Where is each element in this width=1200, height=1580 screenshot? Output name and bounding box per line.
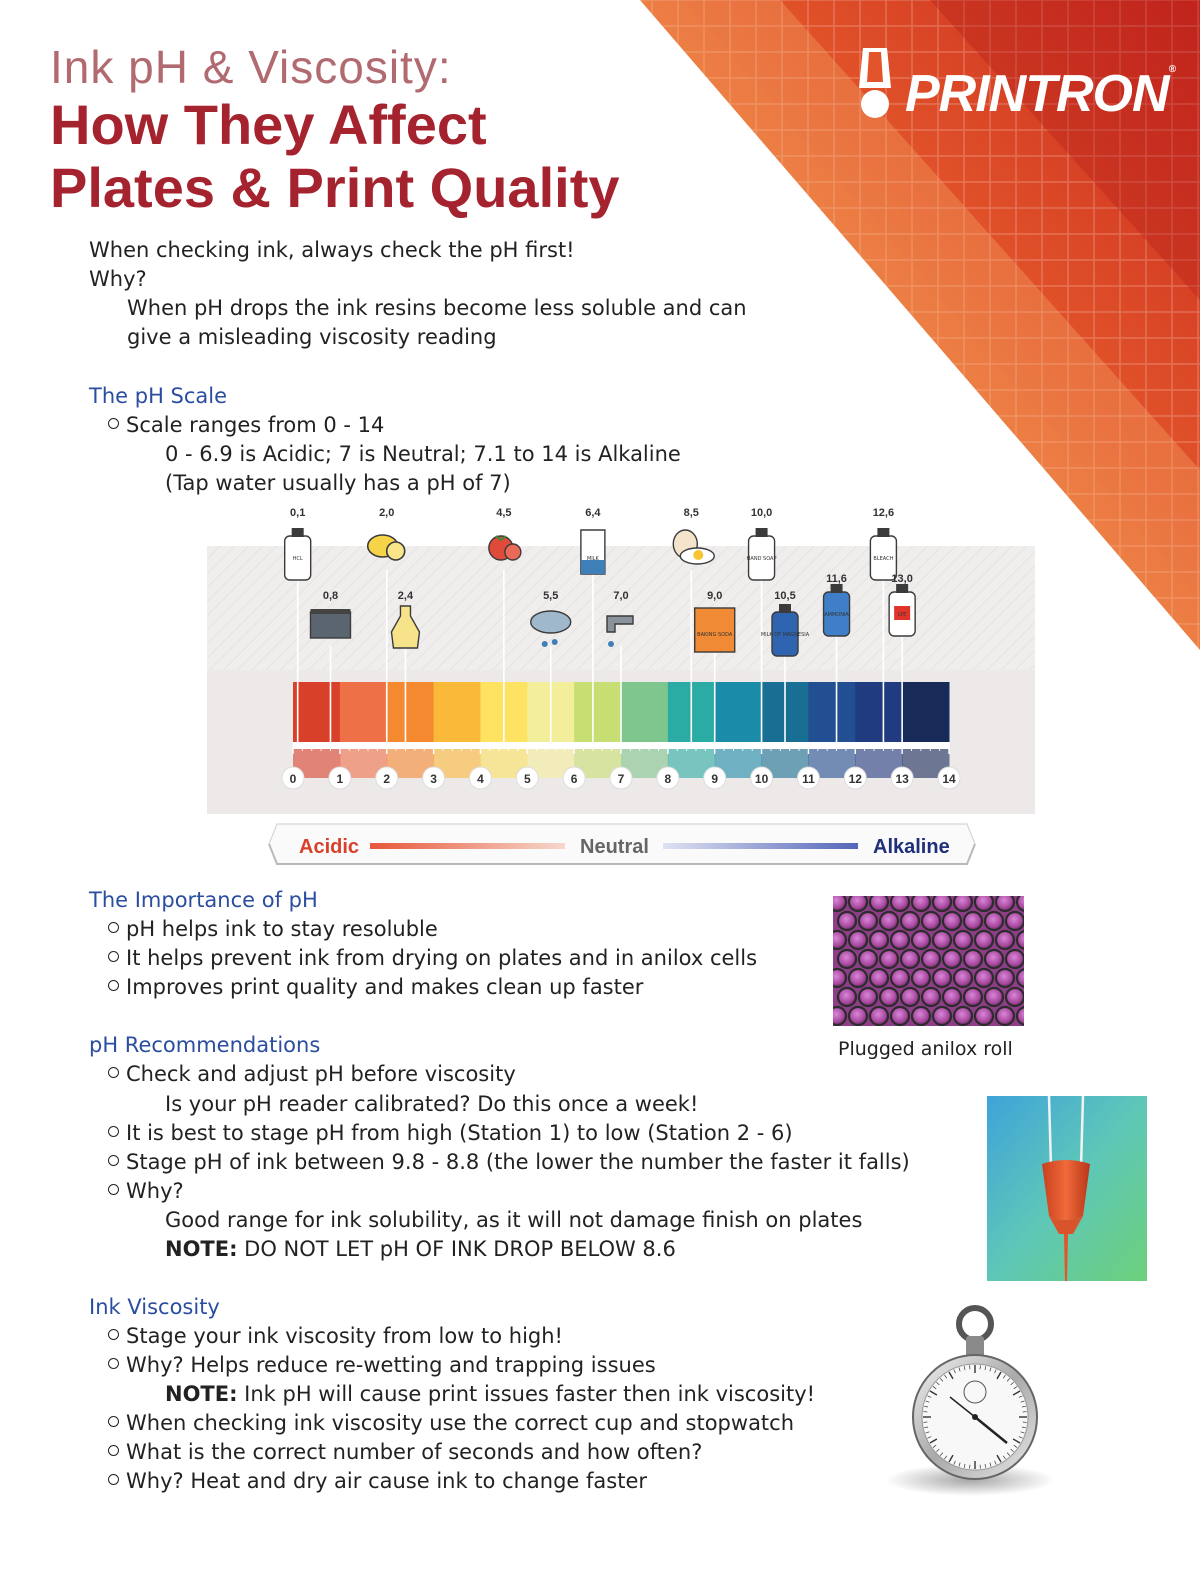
svg-text:HCL: HCL [292, 556, 303, 562]
ph-color-segment [387, 682, 434, 744]
plugged-anilox-roll-photo [833, 896, 1024, 1026]
ph-scale-number [469, 767, 491, 789]
svg-text:MILK: MILK [586, 556, 599, 562]
bullet-ring-icon [108, 922, 119, 933]
svg-text:LYE: LYE [897, 612, 907, 618]
visc-note: NOTE: Ink pH will cause print issues faster then ink viscosity! [165, 1382, 816, 1406]
ph-scale-sub-1: 0 - 6.9 is Acidic; 7 is Neutral; 7.1 to 14 is Alkaline [165, 442, 681, 466]
ph-marker-value: 8,5 [683, 507, 699, 519]
bullet-ring-icon [108, 1445, 119, 1456]
visc-bullet-4: What is the correct number of seconds and how often? [108, 1438, 702, 1467]
printron-logo [845, 42, 1175, 132]
ph-marker-value: 9,0 [707, 590, 723, 602]
intro-line-2: Why? [89, 267, 147, 291]
ph-marker-value: 5,5 [543, 590, 559, 602]
svg-text:12: 12 [848, 772, 862, 786]
visc-bullet-3: When checking ink viscosity use the correct cup and stopwatch [108, 1409, 794, 1438]
bullet-ring-icon [108, 1416, 119, 1427]
ph-marker-value: 10,0 [750, 507, 773, 519]
ph-color-segment [855, 682, 902, 744]
ph-marker-value: 2,4 [397, 590, 414, 602]
intro-line-3: When pH drops the ink resins become less soluble and can [127, 296, 747, 320]
hand-soap-icon [747, 528, 777, 580]
lye-bottle-icon [889, 584, 915, 636]
ph-marker-value: 0,1 [290, 507, 306, 519]
ph-scale-number [423, 767, 445, 789]
ph-scale-number [657, 767, 679, 789]
svg-text:4: 4 [477, 772, 484, 786]
legend-acidic-label: Acidic [299, 836, 360, 858]
ph-color-segment [902, 682, 949, 744]
ph-scale-sub-2: (Tap water usually has a pH of 7) [165, 471, 511, 495]
ph-color-segment [293, 682, 340, 744]
ph-color-segment [340, 682, 387, 744]
legend-alkaline-label: Alkaline [873, 836, 950, 858]
ph-scale-heading: The pH Scale [89, 384, 228, 408]
ph-scale-number [751, 767, 773, 789]
bullet-ring-icon [108, 980, 119, 991]
ph-scale-number [282, 767, 304, 789]
ph-scale-chart [207, 502, 1035, 884]
ph-marker-value: 12,6 [872, 507, 895, 519]
intro-line-1: When checking ink, always check the pH first! [89, 238, 575, 262]
ph-color-segment [621, 682, 668, 744]
bullet-ring-icon [108, 1474, 119, 1485]
ph-scale-number [844, 767, 866, 789]
svg-text:3: 3 [430, 772, 437, 786]
ph-color-segment [808, 682, 855, 744]
rec-sub-2: Good range for ink solubility, as it will not damage finish on plates [165, 1208, 863, 1232]
ph-scale-number [610, 767, 632, 789]
ph-legend [269, 824, 975, 864]
bullet-ring-icon [108, 1329, 119, 1340]
ph-scale-number [938, 767, 960, 789]
svg-text:BAKING SODA: BAKING SODA [697, 632, 733, 638]
visc-bullet-1: Stage your ink viscosity from low to high! [108, 1322, 563, 1351]
ph-color-segment [434, 682, 481, 744]
svg-text:6: 6 [570, 772, 578, 786]
svg-text:8: 8 [664, 772, 672, 786]
rec-bullet-4: Why? [108, 1177, 184, 1206]
stopwatch-photo [880, 1302, 1070, 1502]
ph-marker-value: 13,0 [891, 573, 913, 585]
ph-color-segment [574, 682, 621, 744]
printron-logo-mark-icon [845, 42, 905, 122]
ph-scale-number [704, 767, 726, 789]
svg-text:14: 14 [942, 772, 956, 786]
svg-text:7: 7 [617, 772, 625, 786]
importance-bullet-3: Improves print quality and makes clean up faster [108, 973, 643, 1002]
rec-sub-1: Is your pH reader calibrated? Do this once a week! [165, 1092, 699, 1116]
tomato-icon [489, 536, 521, 560]
visc-bullet-5: Why? Heat and dry air cause ink to change faster [108, 1467, 647, 1496]
svg-text:10: 10 [754, 772, 769, 786]
svg-text:HAND SOAP: HAND SOAP [746, 556, 777, 562]
anilox-caption: Plugged anilox roll [838, 1038, 1013, 1060]
ph-marker-value: 10,5 [774, 590, 796, 602]
battery-icon [310, 609, 350, 638]
importance-bullet-2: It helps prevent ink from drying on plates and in anilox cells [108, 944, 757, 973]
svg-text:13: 13 [895, 772, 909, 786]
ph-scale-bullet-1: Scale ranges from 0 - 14 [108, 411, 384, 440]
rec-note: NOTE: DO NOT LET pH OF INK DROP BELOW 8.6 [165, 1237, 676, 1261]
viscosity-heading: Ink Viscosity [89, 1295, 220, 1319]
bullet-ring-icon [108, 951, 119, 962]
baking-soda-icon [695, 608, 735, 652]
importance-bullet-1: pH helps ink to stay resoluble [108, 915, 438, 944]
hcl-bottle-icon [285, 528, 311, 580]
rec-bullet-3: Stage pH of ink between 9.8 - 8.8 (the lower the number the faster it falls) [108, 1148, 910, 1177]
rec-bullet-2: It is best to stage pH from high (Station 1) to low (Station 2 - 6) [108, 1119, 793, 1148]
alkaline-gradient-bar [663, 843, 858, 849]
svg-text:5: 5 [523, 772, 531, 786]
ph-color-segment [715, 682, 762, 744]
recommendations-heading: pH Recommendations [89, 1033, 321, 1057]
bullet-ring-icon [108, 418, 119, 429]
title-light: Ink pH & Viscosity: [50, 41, 452, 93]
svg-text:AMMONIA: AMMONIA [824, 612, 849, 618]
ph-scale-number [376, 767, 398, 789]
ammonia-bottle-icon [824, 584, 850, 636]
ph-marker-value: 2,0 [379, 507, 395, 519]
ph-marker-value: 6,4 [585, 507, 601, 519]
ph-scale-number [516, 767, 538, 789]
ph-marker-value: 4,5 [496, 507, 512, 519]
svg-text:1: 1 [336, 772, 344, 786]
viscosity-cup-photo [987, 1096, 1147, 1281]
ph-marker-value: 0,8 [322, 590, 339, 602]
svg-text:11: 11 [802, 772, 815, 786]
bullet-ring-icon [108, 1155, 119, 1166]
importance-heading: The Importance of pH [89, 888, 318, 912]
ph-scale-number [891, 767, 913, 789]
legend-neutral-label: Neutral [580, 836, 649, 858]
acidic-gradient-bar [370, 843, 565, 849]
bullet-ring-icon [108, 1358, 119, 1369]
intro-line-4: give a misleading viscosity reading [127, 325, 497, 349]
title-bold-line-1: How They Affect [50, 93, 487, 156]
svg-text:2: 2 [383, 772, 391, 786]
bullet-ring-icon [108, 1184, 119, 1195]
title-bold-line-2: Plates & Print Quality [50, 156, 620, 219]
visc-bullet-2: Why? Helps reduce re-wetting and trapping issues [108, 1351, 656, 1380]
svg-text:0: 0 [289, 772, 297, 786]
ph-scale-number [797, 767, 819, 789]
svg-text:BLEACH: BLEACH [873, 556, 894, 562]
ph-scale-number [563, 767, 585, 789]
rec-bullet-1: Check and adjust pH before viscosity [108, 1060, 516, 1089]
bullet-ring-icon [108, 1067, 119, 1078]
ph-marker-value: 7,0 [613, 590, 629, 602]
logo-text: PRINTRON® [905, 64, 1175, 123]
ph-marker-value: 11,6 [826, 573, 847, 585]
ph-scale-number [329, 767, 351, 789]
milk-carton-icon [581, 530, 605, 574]
svg-text:MILK OF MAGNESIA: MILK OF MAGNESIA [760, 632, 810, 638]
bullet-ring-icon [108, 1126, 119, 1137]
svg-text:9: 9 [711, 772, 719, 786]
